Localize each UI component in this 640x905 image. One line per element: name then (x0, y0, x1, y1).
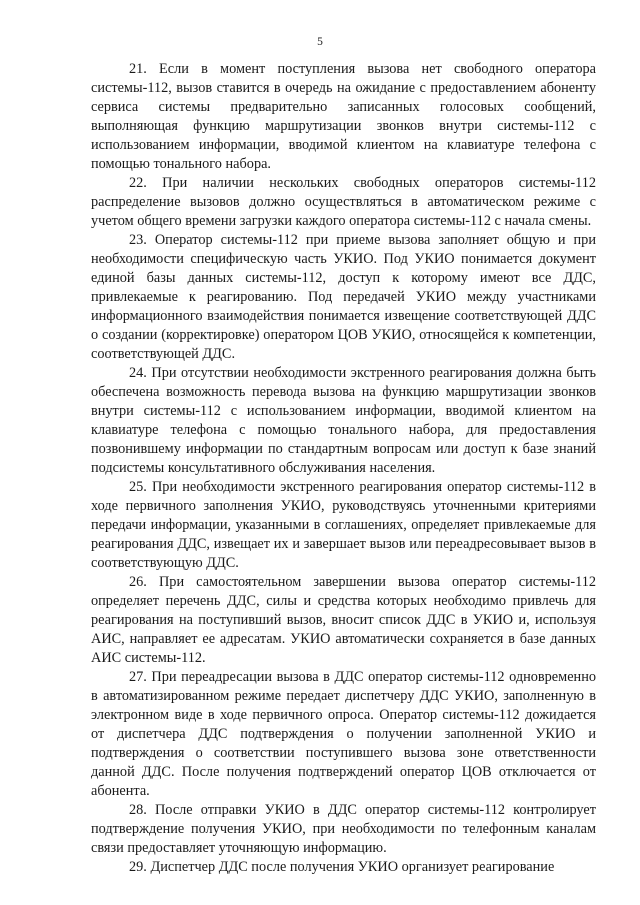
paragraph-28: 28. После отправки УКИО в ДДС оператор системы-112 контролирует подтверждение получения УКИО, при необходимости по телефонным каналам связи предоставляет уточняющую информацию. (91, 802, 596, 856)
paragraph-25: 25. При необходимости экстренного реагирования оператор системы-112 в ходе первичного заполнения УКИО, руководствуясь уточненными критериями передачи информации, указанными в соглашениях, определяет привлекаемые для реагирования ДДС, извещает их и завершает вызов или переадресовывает вызов в соответствующую ДДС. (91, 479, 596, 571)
paragraph-23: 23. Оператор системы-112 при приеме вызова заполняет общую и при необходимости специфическую часть УКИО. Под УКИО понимается документ единой базы данных системы-112, доступ к которому имеют все ДДС, привлекаемые к реагированию. Под передачей УКИО между участниками информационного взаимодействия понимается извещение соответствующей ДДС о создании (корректировке) оператором ЦОВ УКИО, относящейся к компетенции, соответствующей ДДС. (91, 232, 596, 362)
paragraph-26: 26. При самостоятельном завершении вызова оператор системы-112 определяет перечень ДДС, силы и средства которых необходимо привлечь для реагирования на поступивший вызов, вносит список ДДС в УКИО и, используя АИС, направляет ее адресатам. УКИО автоматически сохраняется в базе данных АИС системы-112. (91, 574, 596, 666)
paragraph-27: 27. При переадресации вызова в ДДС оператор системы-112 одновременно в автоматизированном режиме передает диспетчеру ДДС УКИО, заполненную в электронном виде в ходе первичного опроса. Оператор системы-112 дожидается от диспетчера ДДС подтверждения о получении заполненной УКИО и подтверждения о соответствии поступившего вызова зоне ответственности данной ДДС. После получения подтверждений оператор ЦОВ отключается от абонента. (91, 669, 596, 799)
paragraph-24: 24. При отсутствии необходимости экстренного реагирования должна быть обеспечена возможность перевода вызова на функцию маршрутизации звонков внутри системы-112 с использованием информации, вводимой клиентом на клавиатуре телефона с помощью тонального набора, для предоставления позвонившему информации по стандартным вопросам или доступ к базе знаний подсистемы консультативного обслуживания населения. (91, 365, 596, 476)
paragraph-21: 21. Если в момент поступления вызова нет свободного оператора системы-112, вызов ставится в очередь на ожидание с предоставлением абоненту сервиса системы предварительно записанных голосовых сообщений, выполняющая функцию маршрутизации звонков внутри системы-112 с использованием информации, вводимой клиентом на клавиатуре телефона с помощью тонального набора. (91, 61, 596, 172)
paragraph-29: 29. Диспетчер ДДС после получения УКИО организует реагирование (129, 859, 555, 875)
document-body (91, 60, 596, 877)
page-number: 5 (317, 36, 323, 48)
paragraph-22: 22. При наличии нескольких свободных операторов системы-112 распределение вызовов должно осуществляться в автоматическом режиме с учетом общего времени загрузки каждого оператора системы-112 с начала смены. (91, 175, 596, 229)
